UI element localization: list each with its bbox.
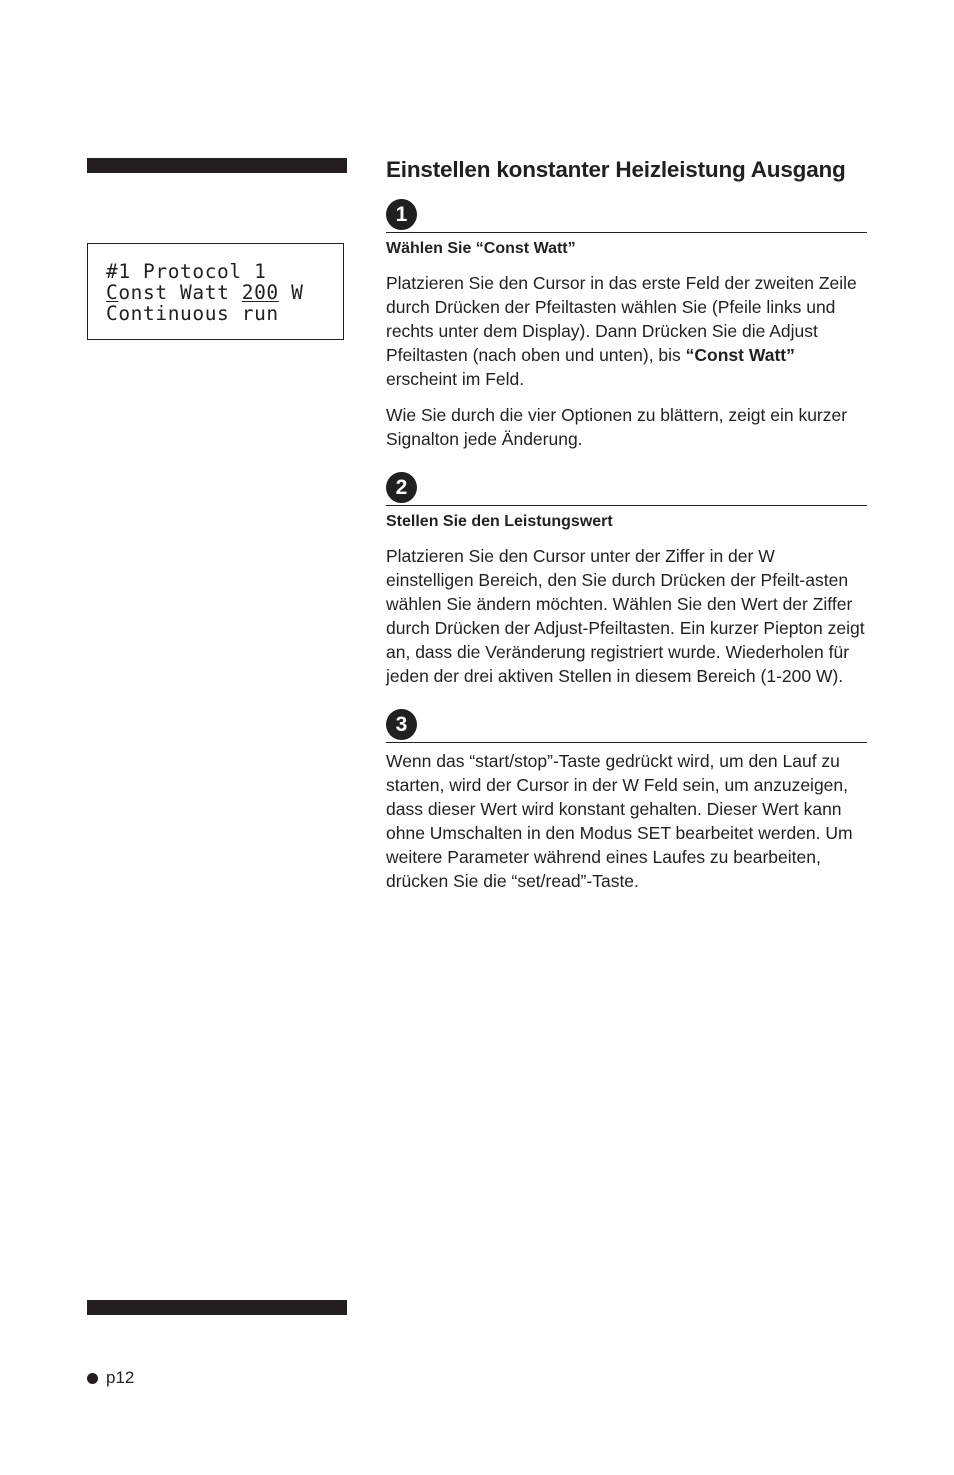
top-divider-bar: [87, 158, 347, 173]
const-watt-emphasis: “Const Watt”: [685, 345, 795, 365]
step-1-header: [386, 199, 867, 233]
step-1-heading: Wählen Sie “Const Watt”: [386, 240, 576, 257]
step-2-heading: Stellen Sie den Leistungswert: [386, 513, 613, 530]
step-1: [386, 199, 867, 451]
page-number: p12: [106, 1368, 135, 1387]
bullet-icon: [87, 1373, 98, 1384]
step-2-header: [386, 472, 867, 506]
step-1-number-icon: 1: [386, 199, 417, 230]
bottom-divider-bar: [87, 1300, 347, 1315]
step-3-paragraph-1: Wenn das “start/stop”-Taste gedrückt wird, um den Lauf zu starten, wird der Cursor in der W Feld sein, um anzuzeigen, dass dieser Wert wird konstant gehalten. Dieser Wert kann ohne Umschalten in den Modus SET bearbeitet werden. Um weitere Parameter während eines Laufes zu bearbeiten, drücken Sie die “set/read”-Taste.: [386, 751, 853, 891]
step-2-number-icon: 2: [386, 472, 417, 503]
lcd-cursor-char: C: [106, 281, 119, 304]
step-3: [386, 709, 867, 893]
main-content: [386, 155, 867, 893]
lcd-line-1: #1 Protocol 1: [106, 260, 267, 283]
step-1-paragraph-1: Platzieren Sie den Cursor in das erste Feld der zweiten Zeile durch Drücken der Pfeiltasten wählen Sie (Pfeile links und rechts unter dem Display). Dann Drücken Sie die Adjust Pfeiltasten (nach oben und unten), bis “Const Watt” erscheint im Feld.: [386, 273, 857, 389]
lcd-display: [87, 243, 344, 340]
step-3-number-icon: 3: [386, 709, 417, 740]
step-2: [386, 472, 867, 688]
page-title: Einstellen konstanter Heizleistung Ausgang: [386, 157, 846, 182]
lcd-line-3: Continuous run: [106, 302, 279, 325]
lcd-watt-value: 200: [241, 281, 279, 304]
step-2-paragraph-1: Platzieren Sie den Cursor unter der Ziffer in der W einstelligen Bereich, den Sie durch Drücken der Pfeilt-asten wählen Sie ändern möchten. Wählen Sie den Wert der Ziffer durch Drücken der Adjust-Pfeiltasten. Ein kurzer Piepton zeigt an, dass die Veränderung registriert wurde. Wiederholen für jeden der drei aktiven Stellen in diesem Bereich (1-200 W).: [386, 546, 865, 686]
step-1-paragraph-2: Wie Sie durch die vier Optionen zu blättern, zeigt ein kurzer Signalton jede Änderung.: [386, 405, 848, 449]
page-footer: [87, 1368, 134, 1388]
step-3-header: [386, 709, 867, 743]
lcd-line-2-text: onst Watt: [118, 281, 242, 304]
lcd-unit: W: [278, 281, 304, 304]
